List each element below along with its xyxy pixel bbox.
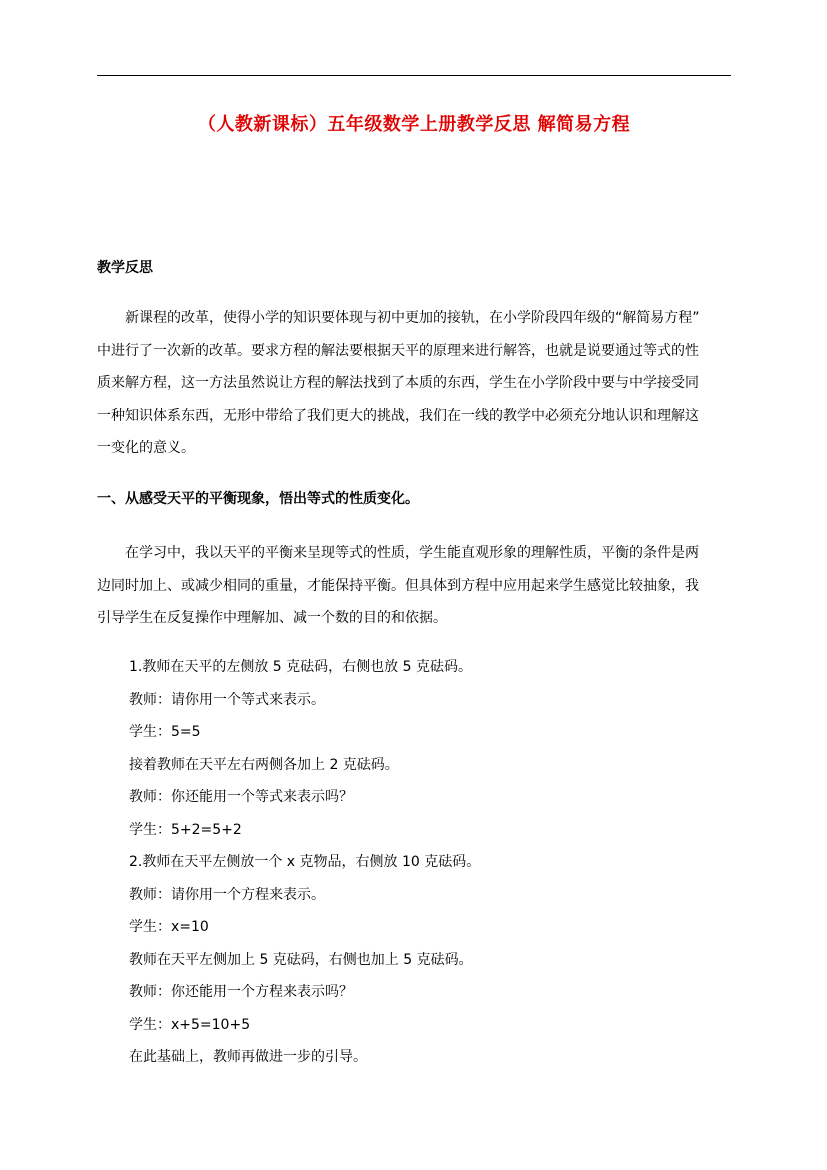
paragraph-line: 在学习中，我以天平的平衡来呈现等式的性质，学生能直观形象的理解性质，平衡的条件是两	[97, 545, 699, 561]
dialog-line: 学生：5+2=5+2	[129, 821, 242, 838]
paragraph-line: 新课程的改革，使得小学的知识要体现与初中更加的接轨，在小学阶段四年级的“解简易方程”	[97, 310, 700, 326]
document-title: （人教新课标）五年级数学上册教学反思 解简易方程	[197, 114, 631, 135]
teaching-dialog	[129, 651, 480, 1074]
dialog-line: 教师：请你用一个等式来表示。	[129, 691, 325, 708]
dialog-line: 2.教师在天平左侧放一个 x 克物品，右侧放 10 克砝码。	[129, 854, 481, 870]
section-heading-balance: 一、从感受天平的平衡现象，悟出等式的性质变化。	[97, 491, 419, 507]
header-rule	[97, 75, 731, 76]
paragraph-line: 一变化的意义。	[97, 440, 195, 457]
dialog-line: 接着教师在天平左右两侧各加上 2 克砝码。	[129, 756, 399, 773]
dialog-line: 在此基础上，教师再做进一步的引导。	[129, 1049, 367, 1065]
dialog-line: 教师：你还能用一个等式来表示吗？	[129, 789, 353, 805]
paragraph-line: 边同时加上、或减少相同的重量，才能保持平衡。但具体到方程中应用起来学生感觉比较抽象，我	[97, 577, 699, 594]
dialog-line: 学生：x=10	[129, 919, 209, 935]
paragraph-line: 中进行了一次新的改革。要求方程的解法要根据天平的原理来进行解答，也就是说要通过等式的性	[97, 342, 699, 359]
dialog-line: 1.教师在天平的左侧放 5 克砝码，右侧也放 5 克砝码。	[129, 659, 472, 675]
paragraph-line: 引导学生在反复操作中理解加、减一个数的目的和依据。	[97, 610, 447, 627]
dialog-line: 学生：x+5=10+5	[129, 1016, 251, 1033]
balance-paragraph	[97, 537, 735, 635]
dialog-line: 教师：你还能用一个方程来表示吗？	[129, 984, 353, 1000]
paragraph-line: 一种知识体系东西，无形中带给了我们更大的挑战，我们在一线的教学中必须充分地认识和理解这	[97, 407, 699, 424]
dialog-line: 教师在天平左侧加上 5 克砝码，右侧也加上 5 克砝码。	[129, 951, 473, 968]
reflection-paragraph	[97, 302, 735, 465]
section-heading-reflection: 教学反思	[97, 260, 153, 276]
paragraph-line: 质来解方程，这一方法虽然说让方程的解法找到了本质的东西，学生在小学阶段中要与中学接受同	[97, 375, 699, 392]
dialog-line: 教师：请你用一个方程来表示。	[129, 886, 325, 903]
dialog-line: 学生：5=5	[129, 724, 201, 740]
